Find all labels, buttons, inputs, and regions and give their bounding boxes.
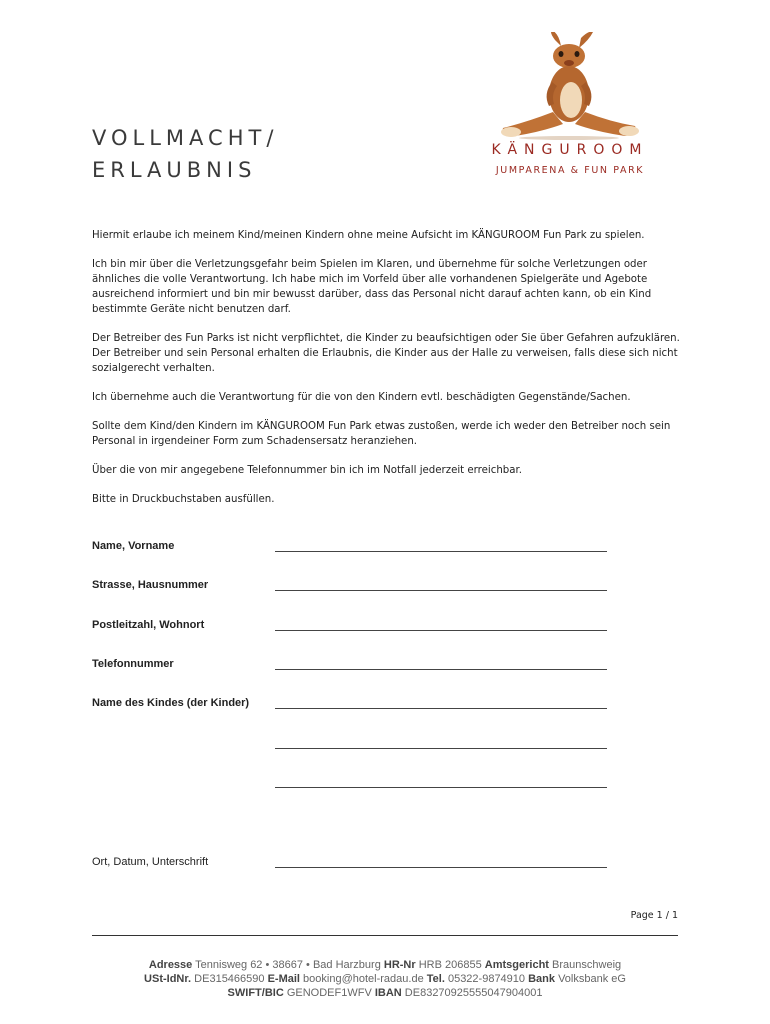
signature-field[interactable] [275, 867, 607, 868]
footer [60, 958, 710, 1000]
paragraph-liability: Sollte dem Kind/den Kindern im KÄNGUROOM Fun Park etwas zustoßen, werde ich weder den Betreiber noch sein Personal in irgendeiner Form zum Schadensersatz heranziehen. [92, 421, 671, 447]
tel-value: 05322-9874910 [447, 973, 526, 985]
footer-divider [92, 935, 678, 936]
footer-line-2 [60, 972, 710, 986]
email-label: E-Mail [267, 973, 300, 985]
kanguroom-logo [470, 32, 670, 182]
title-line-2: ERLAUBNIS [92, 158, 257, 182]
paragraph-risk: Ich bin mir über die Verletzungsgefahr beim Spielen im Klaren, und übernehme für solche Verletzungen oder ähnliches die volle Verantwortung. Ich habe mich im Vorfeld über alle vorhandenen Spielgeräte und Agebote ausreichend informiert und bin mir bewusst darüber, dass das Personal nicht darauf achten kann, ob ein Kind bestimmte Geräte nicht benutzen darf. [92, 259, 652, 315]
signature-label: Ort, Datum, Unterschrift [92, 856, 209, 868]
page-number: Page 1 / 1 [630, 910, 678, 921]
hrnr-label: HR-Nr [383, 959, 416, 971]
address-value: Tennisweg 62 • 38667 • Bad Harzburg [195, 959, 381, 971]
name-label: Name, Vorname [92, 540, 175, 552]
email-value[interactable]: booking@hotel-radau.de [303, 973, 424, 985]
document-title [92, 122, 278, 186]
ustid-label: USt-IdNr. [144, 973, 192, 985]
children-row-3 [92, 774, 692, 794]
paragraph-phone: Über die von mir angegebene Telefonnummer bin ich im Notfall jederzeit erreichbar. [92, 465, 522, 476]
child-name-field-3[interactable] [275, 787, 607, 788]
footer-line-1 [60, 958, 710, 972]
city-field[interactable] [275, 630, 607, 631]
swift-label: SWIFT/BIC [227, 987, 284, 999]
city-row [92, 617, 692, 637]
bank-value: Volksbank eG [558, 973, 626, 985]
footer-line-3 [60, 986, 710, 1000]
paragraph-damage: Ich übernehme auch die Verantwortung für die von den Kindern evtl. beschädigten Gegenstände/Sachen. [92, 392, 631, 403]
brand-name: KÄNGUROOM [491, 142, 649, 158]
paragraph-operator: Der Betreiber des Fun Parks ist nicht verpflichtet, die Kinder zu beaufsichtigen oder Sie über Gefahren aufzuklären. Der Betreiber und sein Personal erhalten die Erlaubnis, die Kinder aus der Halle zu verweisen, falls diese sich nicht sozialgerecht verhalten. [92, 333, 680, 374]
ustid-value: DE315466590 [194, 973, 265, 985]
street-label: Strasse, Hausnummer [92, 579, 209, 591]
signature-row [92, 854, 692, 874]
title-line-1: VOLLMACHT/ [92, 126, 279, 150]
tel-label: Tel. [426, 973, 445, 985]
name-field[interactable] [275, 551, 607, 552]
kangaroo-icon [497, 32, 643, 140]
children-label: Name des Kindes (der Kinder) [92, 697, 250, 709]
bank-label: Bank [528, 973, 555, 985]
address-label: Adresse [148, 959, 193, 971]
name-row [92, 538, 692, 558]
phone-label: Telefonnummer [92, 658, 174, 670]
paragraph-instructions: Bitte in Druckbuchstaben ausfüllen. [92, 494, 275, 505]
court-label: Amtsgericht [484, 959, 549, 971]
paragraph-permission: Hiermit erlaube ich meinem Kind/meinen Kindern ohne meine Aufsicht im KÄNGUROOM Fun Park zu spielen. [92, 230, 645, 241]
iban-value: DE83270925555047904001 [404, 987, 543, 999]
child-name-field-2[interactable] [275, 748, 607, 749]
brand-subtitle: JUMPARENA & FUN PARK [495, 165, 645, 176]
iban-label: IBAN [374, 987, 402, 999]
street-row [92, 577, 692, 597]
consent-text [92, 228, 682, 521]
phone-row [92, 656, 692, 676]
street-field[interactable] [275, 590, 607, 591]
hrnr-value: HRB 206855 [418, 959, 482, 971]
children-row-2 [92, 735, 692, 755]
child-name-field-1[interactable] [275, 708, 607, 709]
court-value: Braunschweig [552, 959, 622, 971]
city-label: Postleitzahl, Wohnort [92, 619, 205, 631]
phone-field[interactable] [275, 669, 607, 670]
swift-value: GENODEF1WFV [286, 987, 372, 999]
children-row [92, 695, 692, 715]
